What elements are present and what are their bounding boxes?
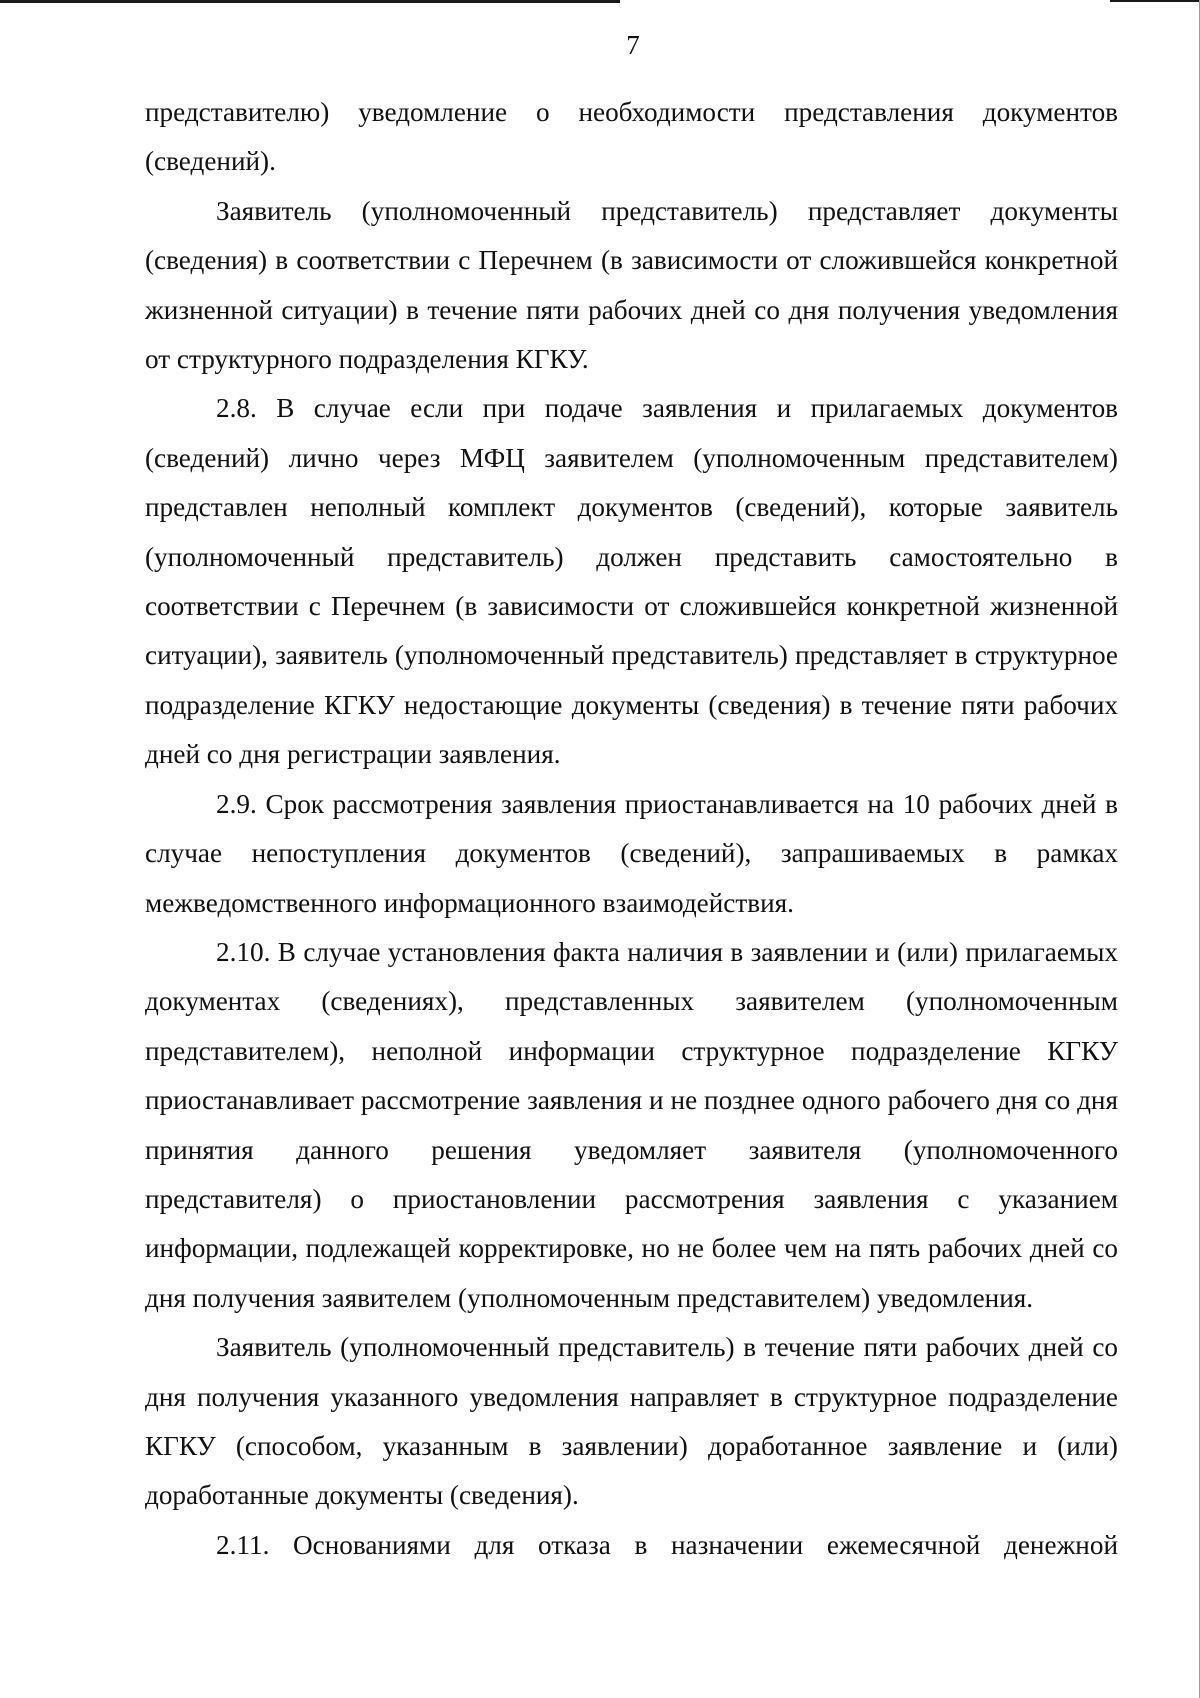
paragraph-applicant-submits: Заявитель (уполномоченный представитель) представляет документы (сведения) в соответствии с Перечнем (в зависимости от сложившейся конкретной жизненной ситуации) в течение пяти рабочих дней со дня получения уведомления от структурного подразделения КГКУ.: [145, 195, 1118, 375]
scan-top-edge-line: [0, 0, 620, 3]
scan-top-edge-line-right: [1110, 0, 1200, 2]
paragraph-applicant-resubmits: Заявитель (уполномоченный представитель) в течение пяти рабочих дней со дня получения указанного уведомления направляет в структурное подразделение КГКУ (способом, указанным в заявлении) доработанное заявление и (или) доработанные документы (сведения).: [145, 1332, 1118, 1511]
paragraph-2-9: 2.9. Срок рассмотрения заявления приостанавливается на 10 рабочих дней в случае непоступления документов (сведений), запрашиваемых в рамках межведомственного информационного взаимодействия.: [145, 788, 1118, 918]
paragraph-2-10: 2.10. В случае установления факта наличия в заявлении и (или) прилагаемых документах (сведениях), представленных заявителем (уполномоченным представителем), неполной информации структурное подразделение КГКУ приостанавливает рассмотрение заявления и не позднее одного рабочего дня со дня принятия данного решения уведомляет заявителя (уполномоченного представителя) о приостановлении рассмотрения заявления с указанием информации, подлежащей корректировке, но не более чем на пять рабочих дней со дня получения заявителем (уполномоченным представителем) уведомления.: [145, 936, 1118, 1313]
paragraph-continuation: представителю) уведомление о необходимости представления документов (сведений).: [145, 97, 1118, 177]
document-body: [145, 88, 1118, 1570]
page-number: 7: [626, 30, 640, 60]
paragraph-2-11: 2.11. Основаниями для отказа в назначении ежемесячной денежной: [216, 1529, 1118, 1560]
paragraph-2-8: 2.8. В случае если при подаче заявления и прилагаемых документов (сведений) лично через МФЦ заявителем (уполномоченным представителем) представлен неполный комплект документов (сведений), которые заявитель (уполномоченный представитель) должен представить самостоятельно в соответствии с Перечнем (в зависимости от сложившейся конкретной жизненной ситуации), заявитель (уполномоченный представитель) представляет в структурное подразделение КГКУ недостающие документы (сведения) в течение пяти рабочих дней со дня регистрации заявления.: [145, 393, 1118, 770]
